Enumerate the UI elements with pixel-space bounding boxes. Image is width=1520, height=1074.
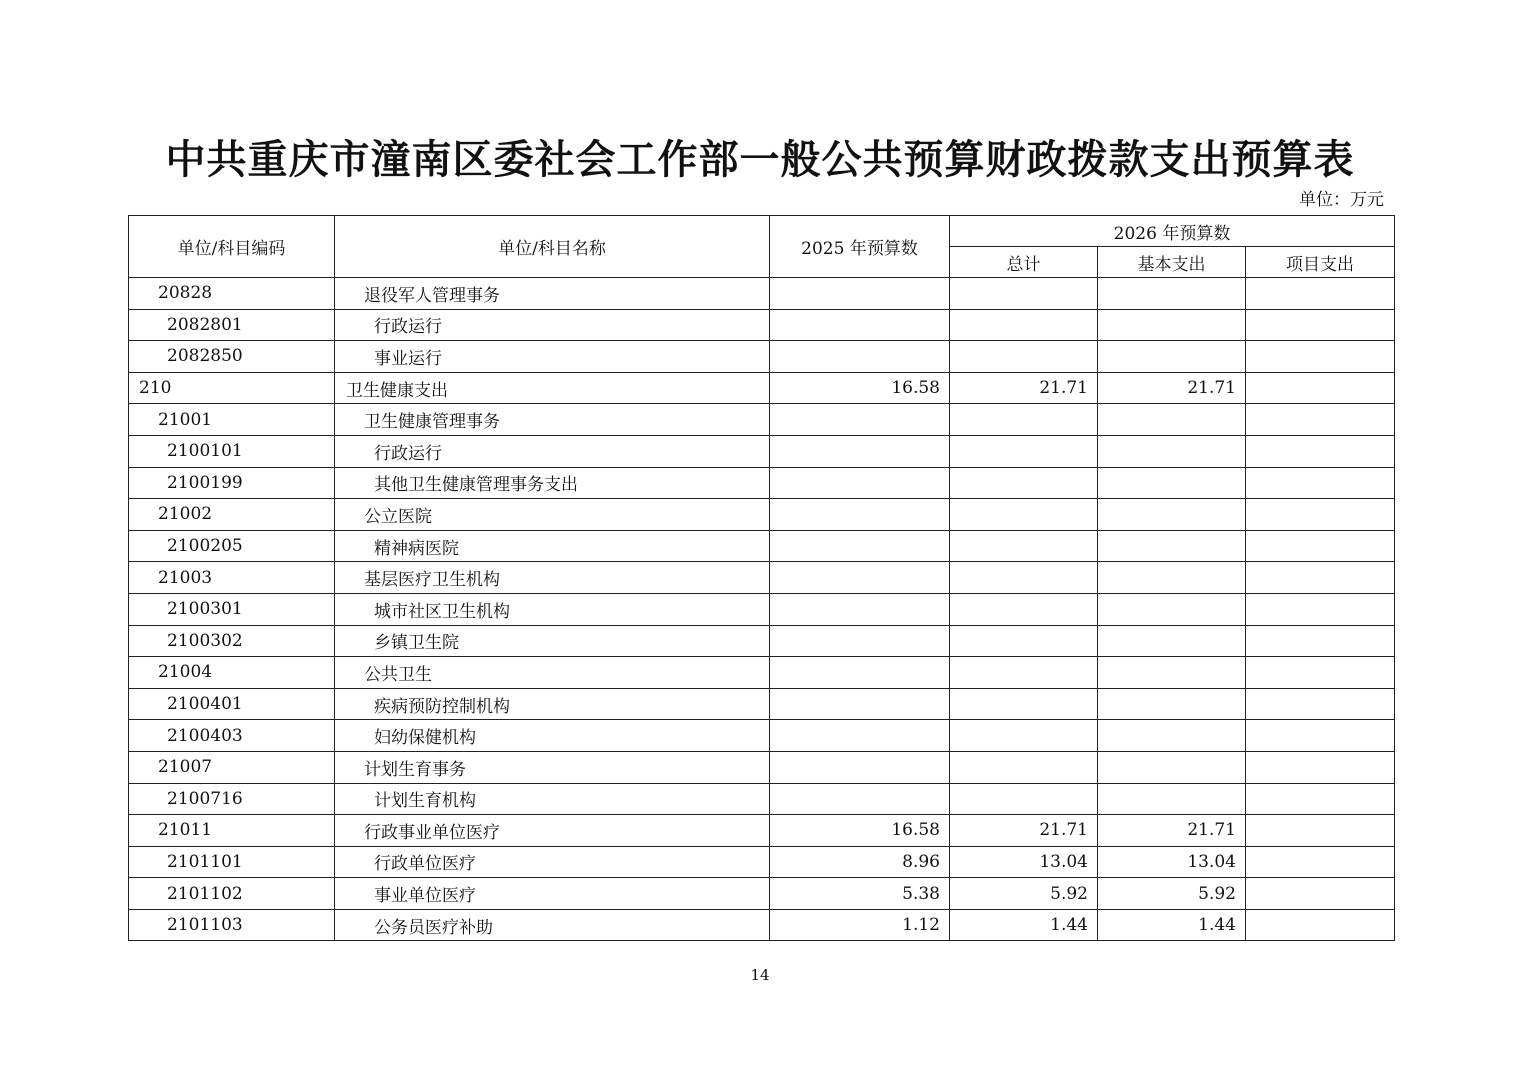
cell-budget-2025 (770, 562, 950, 594)
cell-budget-2025 (770, 499, 950, 531)
cell-basic (1098, 404, 1246, 436)
table-row (129, 688, 1395, 720)
cell-budget-2025: 5.38 (770, 878, 950, 910)
cell-project (1246, 878, 1395, 910)
header-project: 项目支出 (1246, 247, 1395, 278)
cell-name: 疾病预防控制机构 (335, 688, 770, 720)
cell-name: 城市社区卫生机构 (335, 593, 770, 625)
table-header (129, 216, 1395, 278)
cell-total (950, 751, 1098, 783)
cell-total: 13.04 (950, 846, 1098, 878)
cell-basic (1098, 657, 1246, 689)
cell-code: 2100716 (129, 783, 335, 815)
table-row (129, 435, 1395, 467)
cell-code: 2100101 (129, 435, 335, 467)
cell-code: 2100301 (129, 593, 335, 625)
cell-name: 计划生育机构 (335, 783, 770, 815)
cell-name: 妇幼保健机构 (335, 720, 770, 752)
cell-name: 精神病医院 (335, 530, 770, 562)
cell-project (1246, 815, 1395, 847)
cell-name: 退役军人管理事务 (335, 278, 770, 310)
table-row (129, 625, 1395, 657)
cell-code: 2101102 (129, 878, 335, 910)
cell-budget-2025 (770, 751, 950, 783)
table-row (129, 909, 1395, 941)
page-title: 中共重庆市潼南区委社会工作部一般公共预算财政拨款支出预算表 (165, 136, 1355, 183)
table-row (129, 372, 1395, 404)
cell-code: 2100199 (129, 467, 335, 499)
cell-basic (1098, 499, 1246, 531)
header-budget-2026: 2026 年预算数 (950, 216, 1395, 247)
cell-project (1246, 593, 1395, 625)
cell-total (950, 688, 1098, 720)
cell-project (1246, 846, 1395, 878)
cell-basic (1098, 688, 1246, 720)
cell-budget-2025 (770, 625, 950, 657)
cell-total (950, 404, 1098, 436)
cell-code: 21011 (129, 815, 335, 847)
cell-project (1246, 783, 1395, 815)
table-row (129, 530, 1395, 562)
cell-project (1246, 467, 1395, 499)
cell-code: 21002 (129, 499, 335, 531)
cell-project (1246, 309, 1395, 341)
cell-total (950, 499, 1098, 531)
cell-total (950, 593, 1098, 625)
cell-budget-2025 (770, 783, 950, 815)
cell-basic (1098, 309, 1246, 341)
cell-code: 2100205 (129, 530, 335, 562)
cell-budget-2025 (770, 309, 950, 341)
table-row (129, 467, 1395, 499)
table-row (129, 341, 1395, 373)
cell-basic: 13.04 (1098, 846, 1246, 878)
table-row (129, 499, 1395, 531)
cell-budget-2025 (770, 657, 950, 689)
cell-total (950, 341, 1098, 373)
cell-name: 公务员医疗补助 (335, 909, 770, 941)
cell-code: 21004 (129, 657, 335, 689)
cell-project (1246, 530, 1395, 562)
cell-budget-2025 (770, 404, 950, 436)
cell-budget-2025: 16.58 (770, 372, 950, 404)
cell-basic (1098, 435, 1246, 467)
cell-total (950, 467, 1098, 499)
cell-basic: 21.71 (1098, 815, 1246, 847)
cell-project (1246, 435, 1395, 467)
cell-budget-2025 (770, 278, 950, 310)
table-row (129, 783, 1395, 815)
cell-code: 20828 (129, 278, 335, 310)
cell-total (950, 435, 1098, 467)
cell-name: 其他卫生健康管理事务支出 (335, 467, 770, 499)
cell-basic (1098, 593, 1246, 625)
table-row (129, 720, 1395, 752)
cell-budget-2025: 1.12 (770, 909, 950, 941)
cell-budget-2025 (770, 530, 950, 562)
cell-name: 行政单位医疗 (335, 846, 770, 878)
cell-budget-2025 (770, 593, 950, 625)
cell-total: 5.92 (950, 878, 1098, 910)
cell-project (1246, 341, 1395, 373)
page-number: 14 (750, 966, 770, 984)
cell-code: 2082850 (129, 341, 335, 373)
cell-project (1246, 404, 1395, 436)
cell-basic: 5.92 (1098, 878, 1246, 910)
budget-table (128, 215, 1395, 941)
cell-total (950, 783, 1098, 815)
cell-basic (1098, 467, 1246, 499)
cell-name: 公共卫生 (335, 657, 770, 689)
cell-code: 210 (129, 372, 335, 404)
cell-basic (1098, 341, 1246, 373)
cell-total (950, 530, 1098, 562)
cell-code: 2082801 (129, 309, 335, 341)
cell-total (950, 720, 1098, 752)
cell-total: 1.44 (950, 909, 1098, 941)
header-total: 总计 (950, 247, 1098, 278)
cell-budget-2025 (770, 467, 950, 499)
cell-name: 卫生健康管理事务 (335, 404, 770, 436)
cell-budget-2025: 16.58 (770, 815, 950, 847)
cell-name: 公立医院 (335, 499, 770, 531)
unit-label: 单位：万元 (1299, 190, 1384, 210)
cell-project (1246, 909, 1395, 941)
cell-budget-2025 (770, 341, 950, 373)
table-row (129, 878, 1395, 910)
table-row (129, 751, 1395, 783)
cell-total: 21.71 (950, 815, 1098, 847)
cell-project (1246, 372, 1395, 404)
header-code: 单位/科目编码 (129, 216, 335, 278)
cell-name: 计划生育事务 (335, 751, 770, 783)
cell-code: 21007 (129, 751, 335, 783)
cell-name: 行政运行 (335, 309, 770, 341)
cell-code: 2100403 (129, 720, 335, 752)
cell-name: 事业运行 (335, 341, 770, 373)
cell-basic (1098, 783, 1246, 815)
cell-basic: 21.71 (1098, 372, 1246, 404)
cell-basic (1098, 562, 1246, 594)
cell-total (950, 309, 1098, 341)
table-row (129, 404, 1395, 436)
header-basic: 基本支出 (1098, 247, 1246, 278)
cell-total (950, 562, 1098, 594)
cell-basic (1098, 720, 1246, 752)
cell-total (950, 625, 1098, 657)
cell-name: 基层医疗卫生机构 (335, 562, 770, 594)
cell-project (1246, 720, 1395, 752)
table-body (129, 278, 1395, 941)
cell-project (1246, 499, 1395, 531)
cell-project (1246, 751, 1395, 783)
header-budget-2025: 2025 年预算数 (770, 216, 950, 278)
cell-total (950, 657, 1098, 689)
cell-project (1246, 625, 1395, 657)
cell-code: 2100302 (129, 625, 335, 657)
cell-budget-2025 (770, 720, 950, 752)
cell-project (1246, 278, 1395, 310)
cell-total (950, 278, 1098, 310)
cell-code: 2101103 (129, 909, 335, 941)
cell-basic (1098, 751, 1246, 783)
cell-code: 21001 (129, 404, 335, 436)
cell-name: 卫生健康支出 (335, 372, 770, 404)
cell-code: 2101101 (129, 846, 335, 878)
cell-project (1246, 657, 1395, 689)
cell-name: 行政事业单位医疗 (335, 815, 770, 847)
cell-code: 2100401 (129, 688, 335, 720)
table-row (129, 309, 1395, 341)
cell-project (1246, 688, 1395, 720)
cell-budget-2025 (770, 688, 950, 720)
cell-name: 事业单位医疗 (335, 878, 770, 910)
table-row (129, 657, 1395, 689)
header-name: 单位/科目名称 (335, 216, 770, 278)
cell-budget-2025: 8.96 (770, 846, 950, 878)
cell-basic (1098, 625, 1246, 657)
cell-basic: 1.44 (1098, 909, 1246, 941)
cell-basic (1098, 278, 1246, 310)
table-row (129, 846, 1395, 878)
table-row (129, 278, 1395, 310)
cell-code: 21003 (129, 562, 335, 594)
cell-name: 行政运行 (335, 435, 770, 467)
table-row (129, 593, 1395, 625)
table-row (129, 562, 1395, 594)
cell-budget-2025 (770, 435, 950, 467)
cell-basic (1098, 530, 1246, 562)
cell-name: 乡镇卫生院 (335, 625, 770, 657)
cell-project (1246, 562, 1395, 594)
cell-total: 21.71 (950, 372, 1098, 404)
table-row (129, 815, 1395, 847)
